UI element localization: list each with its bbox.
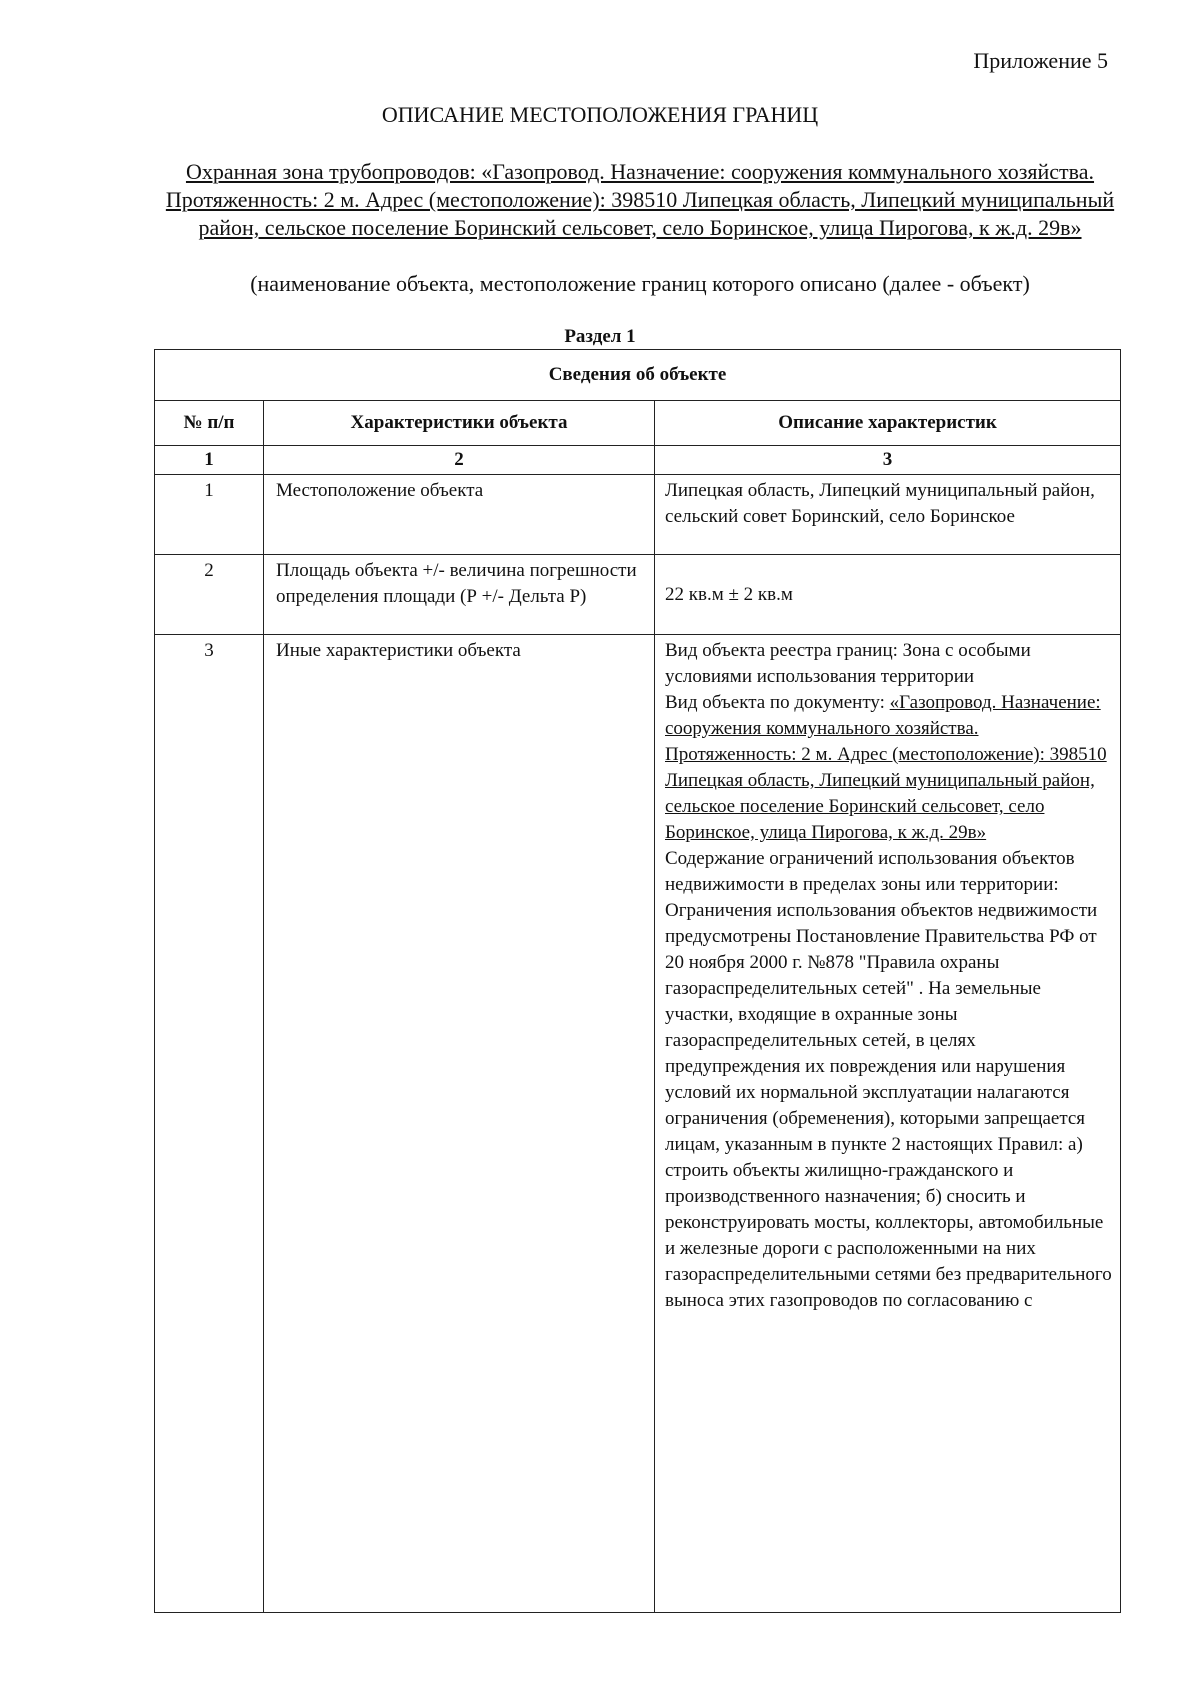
table-header-row (155, 401, 1121, 446)
object-name-caption: (наименование объекта, местоположение границ которого описано (далее - объект) (250, 271, 1030, 296)
table-caption: Сведения об объекте (155, 350, 1121, 401)
row-characteristic: Иные характеристики объекта (264, 635, 655, 1613)
row-description (655, 635, 1121, 1613)
table-caption-row (155, 350, 1121, 401)
document-object-type-value: «Газопровод. Назначение: сооружения коммунального хозяйства. Протяженность: 2 м. Адрес (местоположение): 398510 Липецкая область, Липецкий муниципальный район, сельское поселение Боринский сельсовет, село Боринское, улица Пирогова, к ж.д. 29в» (665, 692, 1107, 843)
column-header-characteristic: Характеристики объекта (264, 401, 655, 446)
row-number: 3 (155, 635, 264, 1613)
row-number: 2 (155, 555, 264, 635)
table-row (155, 555, 1121, 635)
restrictions-text: Содержание ограничений использования объектов недвижимости в пределах зоны или территории: Ограничения использования объектов недвижимости предусмотрены Постановление Правительства РФ от 20 ноября 2000 г. №878 "Правила охраны газораспределительных сетей" . На земельные участки, входящие в охранные зоны газораспределительных сетей, в целях предупреждения их повреждения или нарушения условий их нормальной эксплуатации налагаются ограничения (обременения), которыми запрещается лицам, указанным в пункте 2 настоящих Правил: а) строить объекты жилищно-гражданского и производственного назначения; б) сносить и реконструировать мосты, коллекторы, автомобильные и железные дороги с расположенными на них газораспределительными сетями без предварительного выноса этих газопроводов по согласованию с (665, 848, 1112, 1311)
object-info-table (154, 349, 1121, 1613)
appendix-label: Приложение 5 (973, 48, 1108, 73)
section-title: Раздел 1 (564, 326, 636, 347)
column-number: 1 (155, 446, 264, 475)
row-characteristic: Площадь объекта +/- величина погрешности определения площади (Р +/- Дельта Р) (264, 555, 655, 635)
row-characteristic: Местоположение объекта (264, 475, 655, 555)
document-object-type-label: Вид объекта по документу: (665, 692, 890, 713)
column-number: 2 (264, 446, 655, 475)
row-number: 1 (155, 475, 264, 555)
column-number: 3 (655, 446, 1121, 475)
table-row (155, 635, 1121, 1613)
table-row (155, 475, 1121, 555)
row-description: 22 кв.м ± 2 кв.м (655, 555, 1121, 635)
registry-object-type: Вид объекта реестра границ: Зона с особыми условиями использования территории (665, 640, 1031, 687)
document-title: ОПИСАНИЕ МЕСТОПОЛОЖЕНИЯ ГРАНИЦ (381, 102, 819, 127)
row-description: Липецкая область, Липецкий муниципальный район, сельский совет Боринский, село Боринское (655, 475, 1121, 555)
object-name: Охранная зона трубопроводов: «Газопровод. Назначение: сооружения коммунального хозяйства. Протяженность: 2 м. Адрес (местоположение): 398510 Липецкая область, Липецкий муниципальный район, сельское поселение Боринский сельсовет, село Боринское, улица Пирогова, к ж.д. 29в» (165, 159, 1115, 240)
column-header-num: № п/п (155, 401, 264, 446)
column-header-description: Описание характеристик (655, 401, 1121, 446)
column-numbers-row (155, 446, 1121, 475)
